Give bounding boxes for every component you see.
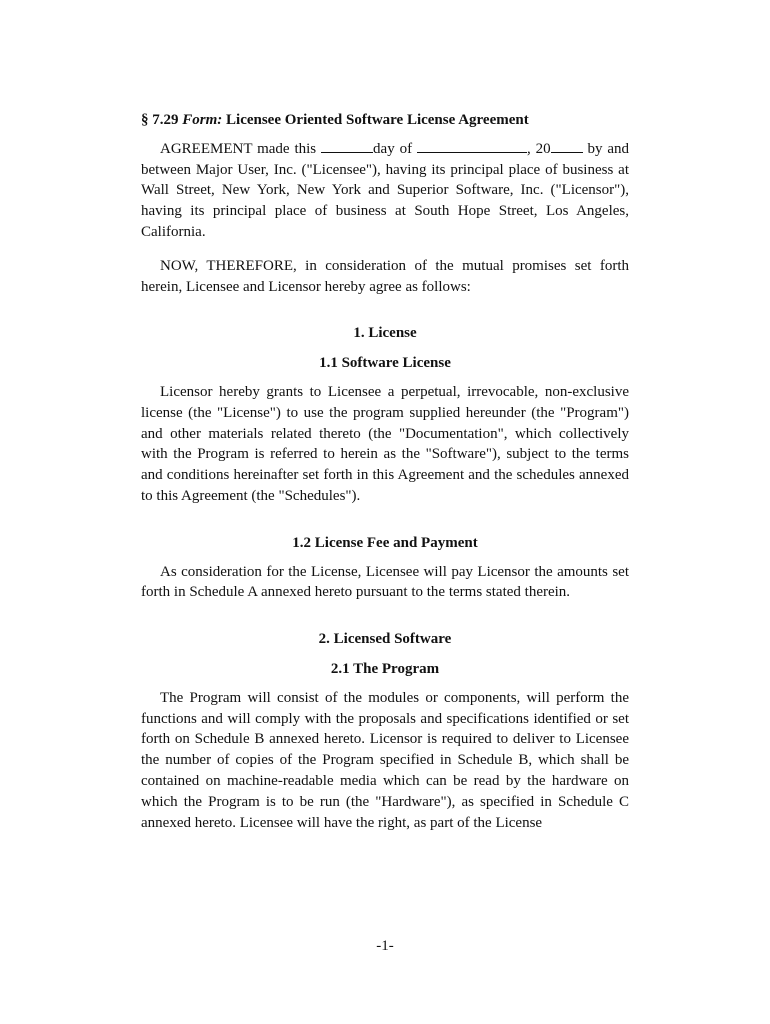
- intro-text-4: by and between Major User, Inc. ("Licensee"), having its principal place of business at Wall Street, New York, New York and Superior Software, Inc. ("Licensor"), having its principal place of business at South Hope Street, Los Angeles, California.: [141, 140, 630, 240]
- day-blank: [321, 140, 373, 153]
- section-1-2-heading: 1.2 License Fee and Payment: [292, 534, 478, 551]
- form-label: Form:: [182, 112, 223, 128]
- intro-text-1: AGREEMENT made this: [160, 140, 322, 157]
- month-blank: [417, 140, 527, 153]
- section-1-1-heading: 1.1 Software License: [319, 355, 451, 372]
- section-2-1-paragraph: The Program will consist of the modules or components, will perform the functions and will comply with the proposals and specifications identified or set forth on Schedule B annexed hereto. Licensor is required to deliver to Licensee the number of copies of the Program specified in Schedule B, which shall be contained on machine-readable media which can be read by the hardware on which the Program is to be run (the "Hardware"), as specified in Schedule C annexed hereto. Licensee will have the right, as part of the License: [141, 689, 629, 831]
- intro-text-2: day of: [373, 140, 417, 157]
- section-2-1-heading: 2.1 The Program: [330, 660, 440, 677]
- page-number: -1-: [376, 938, 394, 954]
- year-blank: [551, 140, 583, 153]
- section-1-1-paragraph: Licensor hereby grants to Licensee a perpetual, irrevocable, non-exclusive license (the "License") to use the program supplied hereunder (the "Program") and other materials related thereto (the "Documentation", which collectively with the Program is referred to herein as the "Software"), subject to the terms and conditions hereinafter set forth in this Agreement and the schedules annexed to this Agreement (the "Schedules").: [141, 383, 629, 504]
- section-number: § 7.29: [141, 112, 179, 128]
- intro-paragraph: [141, 139, 629, 243]
- section-2-heading: 2. Licensed Software: [318, 631, 452, 648]
- section-1-2-paragraph: As consideration for the License, Licensee will pay Licensor the amounts set forth in Schedule A annexed hereto pursuant to the terms stated therein.: [141, 563, 629, 601]
- document-title: [141, 110, 629, 131]
- intro-text-3: , 20: [526, 140, 551, 157]
- now-therefore-paragraph: NOW, THEREFORE, in consideration of the mutual promises set forth herein, Licensee and Licensor hereby agree as follows:: [141, 257, 629, 295]
- document-page: [141, 110, 629, 846]
- title-text: Licensee Oriented Software License Agreement: [226, 112, 529, 128]
- section-1-heading: 1. License: [353, 325, 417, 342]
